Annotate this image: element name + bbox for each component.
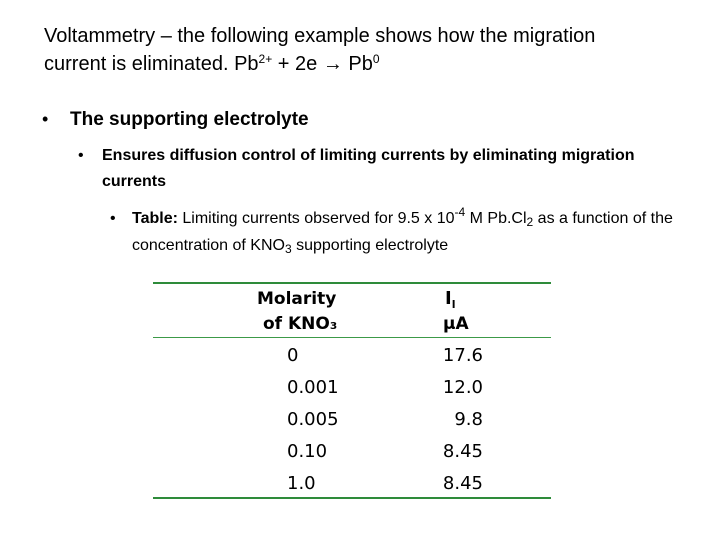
table-row [153, 340, 551, 372]
current-cell: 9.8 [454, 409, 483, 430]
current-cell: 12.0 [442, 377, 483, 398]
table-row [153, 372, 551, 404]
header-current: $I_l$ [445, 288, 456, 311]
table-row [153, 468, 551, 500]
header-molarity: Molarity [257, 289, 337, 309]
bullet-diffusion-control [78, 143, 662, 195]
table-row [153, 436, 551, 468]
molarity-cell: 1.0 [287, 473, 316, 494]
molarity-cell: 0.005 [287, 409, 339, 430]
slide-title: Voltammetry – the following example shows how the migration current is eliminated. $Pb^{2+} + 2e \to Pb^0$ [44, 25, 596, 75]
current-cell: 8.45 [442, 473, 483, 494]
bullet-supporting-electrolyte [42, 106, 682, 133]
bullet-icon: • [42, 109, 49, 129]
header-unit: μA [443, 314, 469, 334]
table-bottom-rule [153, 497, 551, 499]
bullet-text: Ensures diffusion control of limiting currents by eliminating migration currents [102, 147, 635, 190]
molarity-cell: 0.001 [287, 377, 339, 398]
bullet-icon: • [110, 210, 116, 227]
bullet-icon: • [78, 147, 84, 164]
limiting-current-table [153, 282, 551, 499]
table-header-rule [153, 337, 551, 338]
caption-lead: Table: [132, 210, 178, 227]
table-body [153, 340, 551, 500]
bullet-table-caption: • Table: Limiting currents observed for 9.5 x $10^{-4}$ M $Pb.Cl_2$ as a function of the concentration of $KNO_3$ supporting electrolyte [110, 205, 673, 256]
molarity-cell: 0.10 [287, 441, 328, 462]
current-cell: 17.6 [442, 345, 483, 366]
current-cell: 8.45 [442, 441, 483, 462]
table-top-rule [153, 282, 551, 284]
bullet-text: The supporting electrolyte [70, 109, 309, 130]
table-row [153, 404, 551, 436]
header-of-kno3: of KNO₃ [263, 314, 338, 334]
molarity-cell: 0 [287, 345, 299, 366]
